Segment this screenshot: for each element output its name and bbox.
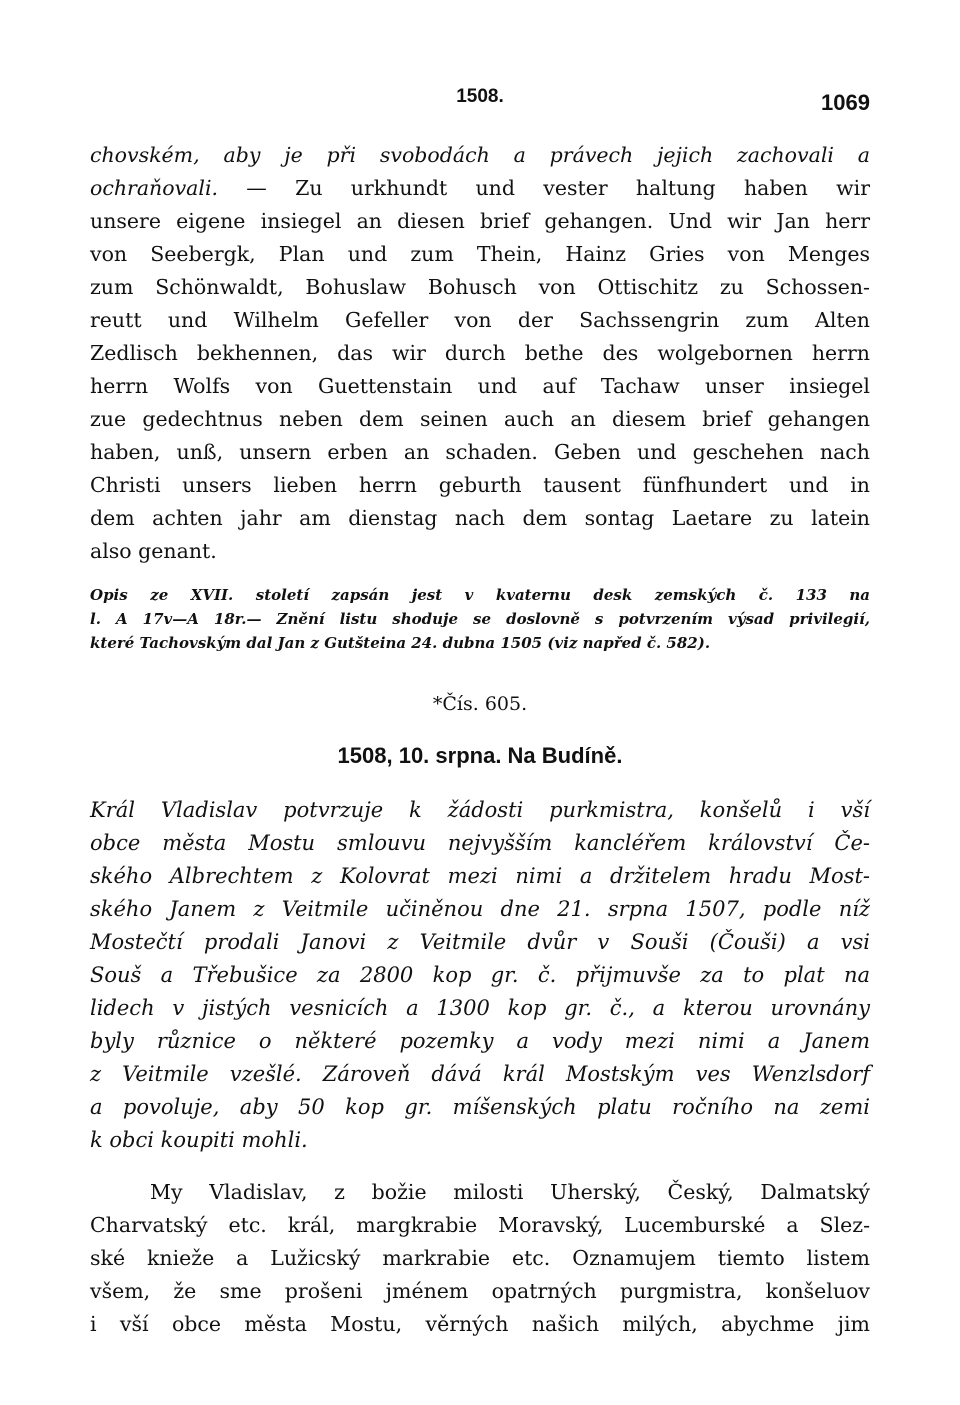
source-note-line: l. A 17v—A 18r.— Znění listu shoduje se doslovně s potvrzením výsad privilegií,: [90, 610, 870, 628]
body-line: My Vladislav, z božie milosti Uherský, Český, Dalmatský: [150, 1180, 870, 1204]
continuation-line: zum Schönwaldt, Bohuslaw Bohusch von Ottischitz zu Schossen-: [90, 275, 870, 299]
summary-line: ského Albrechtem z Kolovrat mezi nimi a držitelem hradu Most-: [90, 864, 870, 888]
continuation-line: reutt und Wilhelm Gefeller von der Sachssengrin zum Alten: [90, 308, 870, 332]
body-line: Charvatský etc. král, margkrabie Moravský, Lucemburské a Slez-: [90, 1213, 870, 1237]
body-line: ské knieže a Lužicský markrabie etc. Oznamujem tiemto listem: [90, 1246, 870, 1270]
continuation-line: haben, unß, unsern erben an schaden. Geben und geschehen nach: [90, 440, 870, 464]
continuation-line: von Seebergk, Plan und zum Thein, Hainz Gries von Menges: [90, 242, 870, 266]
continuation-line: Christi unsers lieben herrn geburth tausent fünfhundert und in: [90, 473, 870, 497]
entry-number: *Čís. 605.: [432, 693, 528, 715]
source-note-line: které Tachovským dal Jan z Gutšteina 24. dubna 1505 (viz napřed č. 582).: [90, 634, 711, 652]
summary-line: a povoluje, aby 50 kop gr. míšenských platu ročního na zemi: [90, 1095, 870, 1119]
summary-line: Souš a Třebušice za 2800 kop gr. č. přijmuvše za to plat na: [90, 963, 870, 987]
continuation-italic-word: ochraňovali.: [90, 176, 219, 200]
continuation-line: Zedlisch bekhennen, das wir durch bethe des wolgebornen herrn: [90, 341, 870, 365]
header-year: 1508.: [456, 86, 504, 107]
continuation-line: herrn Wolfs von Guettenstain und auf Tachaw unser insiegel: [90, 374, 870, 398]
continuation-line: chovském, aby je při svobodách a právech jejich zachovali a: [90, 143, 870, 167]
page-header: [90, 86, 870, 116]
continuation-line: zue gedechtnus neben dem seinen auch an diesem brief gehangen: [90, 407, 870, 431]
summary-line: k obci koupiti mohli.: [90, 1128, 308, 1152]
summary-line: byly různice o některé pozemky a vody mezi nimi a Janem: [90, 1029, 870, 1053]
header-page-number: 1069: [821, 90, 870, 115]
continuation-line: also genant.: [90, 539, 217, 563]
body-line: všem, že sme prošeni jménem opatrných purgmistra, konšeluov: [90, 1279, 870, 1303]
body-line: i vší obce města Mostu, věrných našich milých, abychme jim: [90, 1312, 870, 1336]
summary-line: lidech v jistých vesnicích a 1300 kop gr. č., a kterou urovnány: [90, 996, 870, 1020]
continuation-line: dem achten jahr am dienstag nach dem sontag Laetare zu latein: [90, 506, 870, 530]
summary-line: ského Janem z Veitmile učiněnou dne 21. srpna 1507, podle níž: [90, 897, 870, 921]
entry-date-heading: 1508, 10. srpna. Na Budíně.: [337, 743, 623, 768]
continuation-line: [90, 178, 870, 199]
source-note-line: Opis ze XVII. století zapsán jest v kvaternu desk zemských č. 133 na: [90, 586, 870, 604]
summary-line: Mostečtí prodali Janovi z Veitmile dvůr v Souši (Čouši) a vsi: [90, 930, 870, 954]
continuation-line: unsere eigene insiegel an diesen brief gehangen. Und wir Jan herr: [90, 209, 870, 233]
summary-line: z Veitmile vzešlé. Zároveň dává král Mostským ves Wenzlsdorf: [90, 1062, 870, 1086]
summary-line: Král Vladislav potvrzuje k žádosti purkmistra, konšelů i vší: [90, 798, 870, 822]
continuation-line-rest: — Zu urkhundt und vester haltung haben wir: [218, 176, 870, 200]
summary-line: obce města Mostu smlouvu nejvyšším kancléřem království Če-: [90, 831, 870, 855]
